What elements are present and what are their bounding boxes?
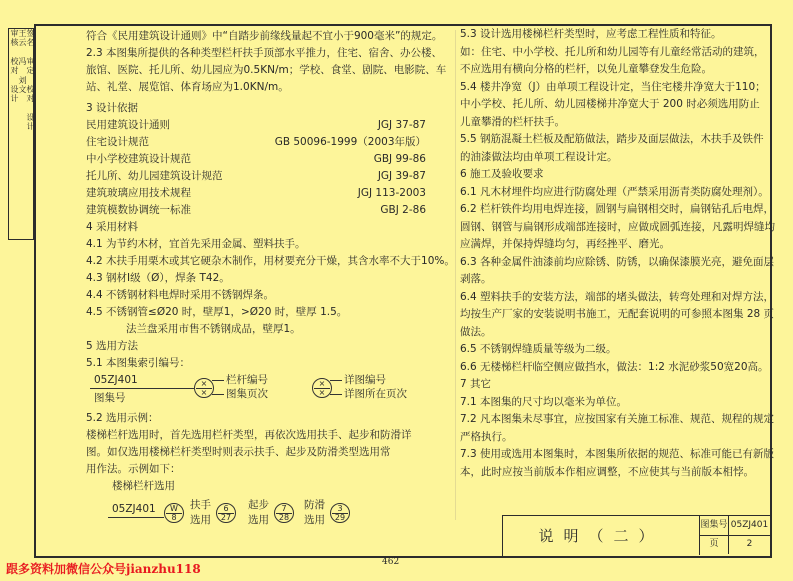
standard-name: 建筑模数协调统一标准 (86, 204, 191, 216)
text-line: 如：住宅、中小学校、托儿所和幼儿园等有儿童经常活动的建筑， (460, 45, 765, 58)
text-line: 楼梯栏杆选用 (112, 480, 175, 492)
section-heading: 5 选用方法 (86, 340, 139, 352)
text-line: 2.3 本图集所提供的各种类型栏杆扶手顶部水平推力，住宅、宿舍、办公楼、 (86, 47, 443, 59)
standard-row (86, 168, 456, 185)
leader-line (148, 388, 194, 389)
page-value: 2 (746, 539, 753, 549)
text-line: 4.4 不锈钢材料电焊时采用不锈钢焊条。 (86, 289, 275, 301)
text-line: 圆钢、钢管与扁钢形成端部连接时，应做成圆弧连接，凡露明焊缝均 (460, 220, 775, 233)
text-line: 法兰盘采用市售不锈钢成品，壁厚1。 (126, 323, 301, 335)
text-line: 均按生产厂家的安装说明书施工，无配套说明的可参照本图集 28 页 (460, 308, 775, 320)
text-line: 做法。 (460, 325, 492, 338)
detail-page-label: 详图所在页次 (344, 388, 407, 400)
text-line: 不应选用有横向分格的栏杆，以免儿童攀登发生危险。 (460, 63, 712, 75)
signature-col-3: 签名 审定 校对 设计 (26, 29, 35, 131)
text-line: 4.3 钢材Ⅰ级（Ø），焊条 T42。 (86, 272, 230, 284)
atlas-no-value: 05ZJ401 (730, 520, 769, 530)
text-line: 4.1 为节约木材，宜首先采用金属、塑料扶手。 (86, 238, 306, 250)
text-line: 应满焊，并保持焊缝均匀，再经挫平、磨光。 (460, 238, 670, 250)
text-line: 6.3 各种金属件油漆前均应除锈、防锈，以确保漆膜光亮，避免面层 (460, 255, 775, 268)
select-label: 选用 (248, 514, 269, 526)
start-label: 起步 (248, 499, 269, 511)
text-line: 站、礼堂、展览馆、体育场应为1.0KN/m。 (86, 81, 289, 93)
text-line: 符合《民用建筑设计通则》中“自踏步前缘线量起不宜小于900毫米”的规定。 (86, 30, 443, 42)
right-column (460, 26, 775, 481)
index-diagram (86, 372, 456, 410)
page-label: 页 (700, 535, 729, 554)
left-column (86, 28, 456, 531)
example-railing-circle: W 8 (164, 503, 184, 523)
standard-row (86, 117, 456, 134)
example-start-circle: 7 28 (274, 503, 294, 523)
standard-row (86, 134, 456, 151)
text-line: 6.4 塑料扶手的安装方法，端部的堵头做法，转弯处理和对焊方法， (460, 290, 775, 303)
standard-row (86, 151, 456, 168)
standard-code: GBJ 2-86 (380, 204, 426, 216)
signature-col-2: 王云 冯 刘文 (18, 29, 27, 94)
detail-no-label: 详图编号 (344, 374, 386, 386)
text-line: 5.2 选用示例： (86, 412, 159, 424)
detail-index-circle: × × (312, 378, 332, 398)
page-row (700, 535, 770, 554)
section-heading: 3 设计依据 (86, 102, 139, 114)
page-number: 462 (382, 557, 400, 567)
leader-line (212, 380, 224, 381)
example-handrail-circle: 6 27 (216, 503, 236, 523)
text-line: 5.3 设计选用楼梯栏杆类型时，应考虑工程性质和特征。 (460, 28, 722, 40)
text-line: 本，此时应按当前版本作相应调整，不应使其与当前版本相悖。 (460, 465, 754, 478)
section-heading: 6 施工及验收要求 (460, 168, 544, 180)
standard-code: GBJ 99-86 (373, 153, 426, 165)
text-line: 6.5 不锈钢焊缝质量等级为二级。 (460, 343, 617, 355)
example-atlas-code: 05ZJ401 (112, 503, 156, 515)
standard-row (86, 202, 456, 219)
text-line: 图。如仅选用楼梯栏杆类型时则表示扶手、起步及防滑类型选用常 (86, 446, 391, 458)
standard-row (86, 185, 456, 202)
example-antislip-circle: 3 29 (330, 503, 350, 523)
atlas-no-label: 图集号 (700, 516, 729, 535)
text-line: 用作法。示例如下： (86, 463, 181, 475)
text-line: 楼梯栏杆选用时，首先选用栏杆类型，再依次选用扶手、起步和防滑详 (86, 429, 412, 441)
atlas-row (700, 516, 770, 536)
handrail-label: 扶手 (190, 499, 211, 511)
column-divider (455, 30, 456, 520)
text-line: 4.2 木扶手用栗木或其它硬杂木制作，用材要充分干燥，其含水率不大于10%。 (86, 255, 455, 267)
text-line: 严格执行。 (460, 430, 513, 443)
standard-name: 住宅设计规范 (86, 136, 149, 148)
text-line: 5.5 钢筋混凝土栏板及配筋做法，踏步及面层做法，木扶手及铁件 (460, 133, 764, 145)
text-line: 旅馆、医院、托儿所、幼儿园应为0.5KN/m；学校、食堂、剧院、电影院、车 (86, 64, 447, 76)
railing-no-label: 栏杆编号 (226, 374, 268, 386)
underline (108, 517, 164, 518)
sheet-title: 说明（二） (538, 527, 664, 545)
standard-name: 中小学校建筑设计规范 (86, 153, 191, 165)
railing-index-circle: × × (194, 378, 214, 398)
section-heading: 4 采用材料 (86, 221, 139, 233)
text-line: 7.2 凡本图集未尽事宜，应按国家有关施工标准、规范、规程的规定 (460, 413, 775, 425)
title-block-grid (699, 516, 770, 555)
text-line: 儿童攀滑的栏杆扶手。 (460, 115, 565, 128)
text-line: 6.2 栏杆铁件均用电焊连接，圆钢与扁钢相交时，扁钢钻孔后电焊， (460, 203, 775, 215)
select-label: 选用 (190, 514, 211, 526)
watermark-text: 跟多资料加微信公众号jianzhu118 (6, 562, 201, 576)
leader-line (212, 394, 224, 395)
atlas-code: 05ZJ401 (94, 374, 138, 386)
text-line: 的油漆做法均由单项工程设计定。 (460, 150, 618, 163)
standard-code: JGJ 39-87 (377, 170, 426, 182)
antislip-label: 防滑 (304, 499, 325, 511)
text-line: 中小学校、托儿所、幼儿园楼梯井净宽大于 200 时必须选用防止 (460, 98, 760, 110)
example-diagram (86, 495, 456, 531)
section-heading: 7 其它 (460, 378, 492, 390)
underline (90, 388, 148, 389)
standard-code: JGJ 37-87 (377, 119, 426, 131)
standard-name: 建筑玻璃应用技术规程 (86, 187, 191, 199)
leader-line (330, 394, 342, 395)
standard-code: JGJ 113-2003 (357, 187, 426, 199)
leader-line (330, 380, 342, 381)
text-line: 7.1 本图集的尺寸均以毫米为单位。 (460, 395, 628, 408)
standard-name: 托儿所、幼儿园建筑设计规范 (86, 170, 223, 182)
standard-code: GB 50096-1999（2003年版） (274, 136, 426, 148)
select-label: 选用 (304, 514, 325, 526)
text-line: 6.1 凡木材埋件均应进行防腐处理（严禁采用沥青类防腐处理剂）。 (460, 185, 769, 198)
standard-name: 民用建筑设计通则 (86, 119, 170, 131)
text-line: 6.6 无楼梯栏杆临空侧应做挡水，做法：1:2 水泥砂浆50宽20高。 (460, 360, 769, 373)
text-line: 剥落。 (460, 273, 492, 285)
atlas-page-label: 图集页次 (226, 388, 268, 400)
text-line: 7.3 使用或选用本图集时，本图集所依据的规范、标准可能已有新版 (460, 448, 775, 460)
text-line: 4.5 不锈钢管≤Ø20 时，壁厚1，>Ø20 时，壁厚 1.5。 (86, 306, 348, 318)
text-line: 5.1 本图集索引编号： (86, 357, 191, 369)
signature-col-1: 审核 校对 设计 (10, 29, 19, 103)
atlas-label: 图集号 (94, 392, 126, 404)
signature-strip (8, 28, 34, 240)
text-line: 5.4 楼井净宽（J）由单项工程设计定，当住宅楼井净宽大于110； (460, 80, 766, 93)
title-block (502, 515, 770, 556)
